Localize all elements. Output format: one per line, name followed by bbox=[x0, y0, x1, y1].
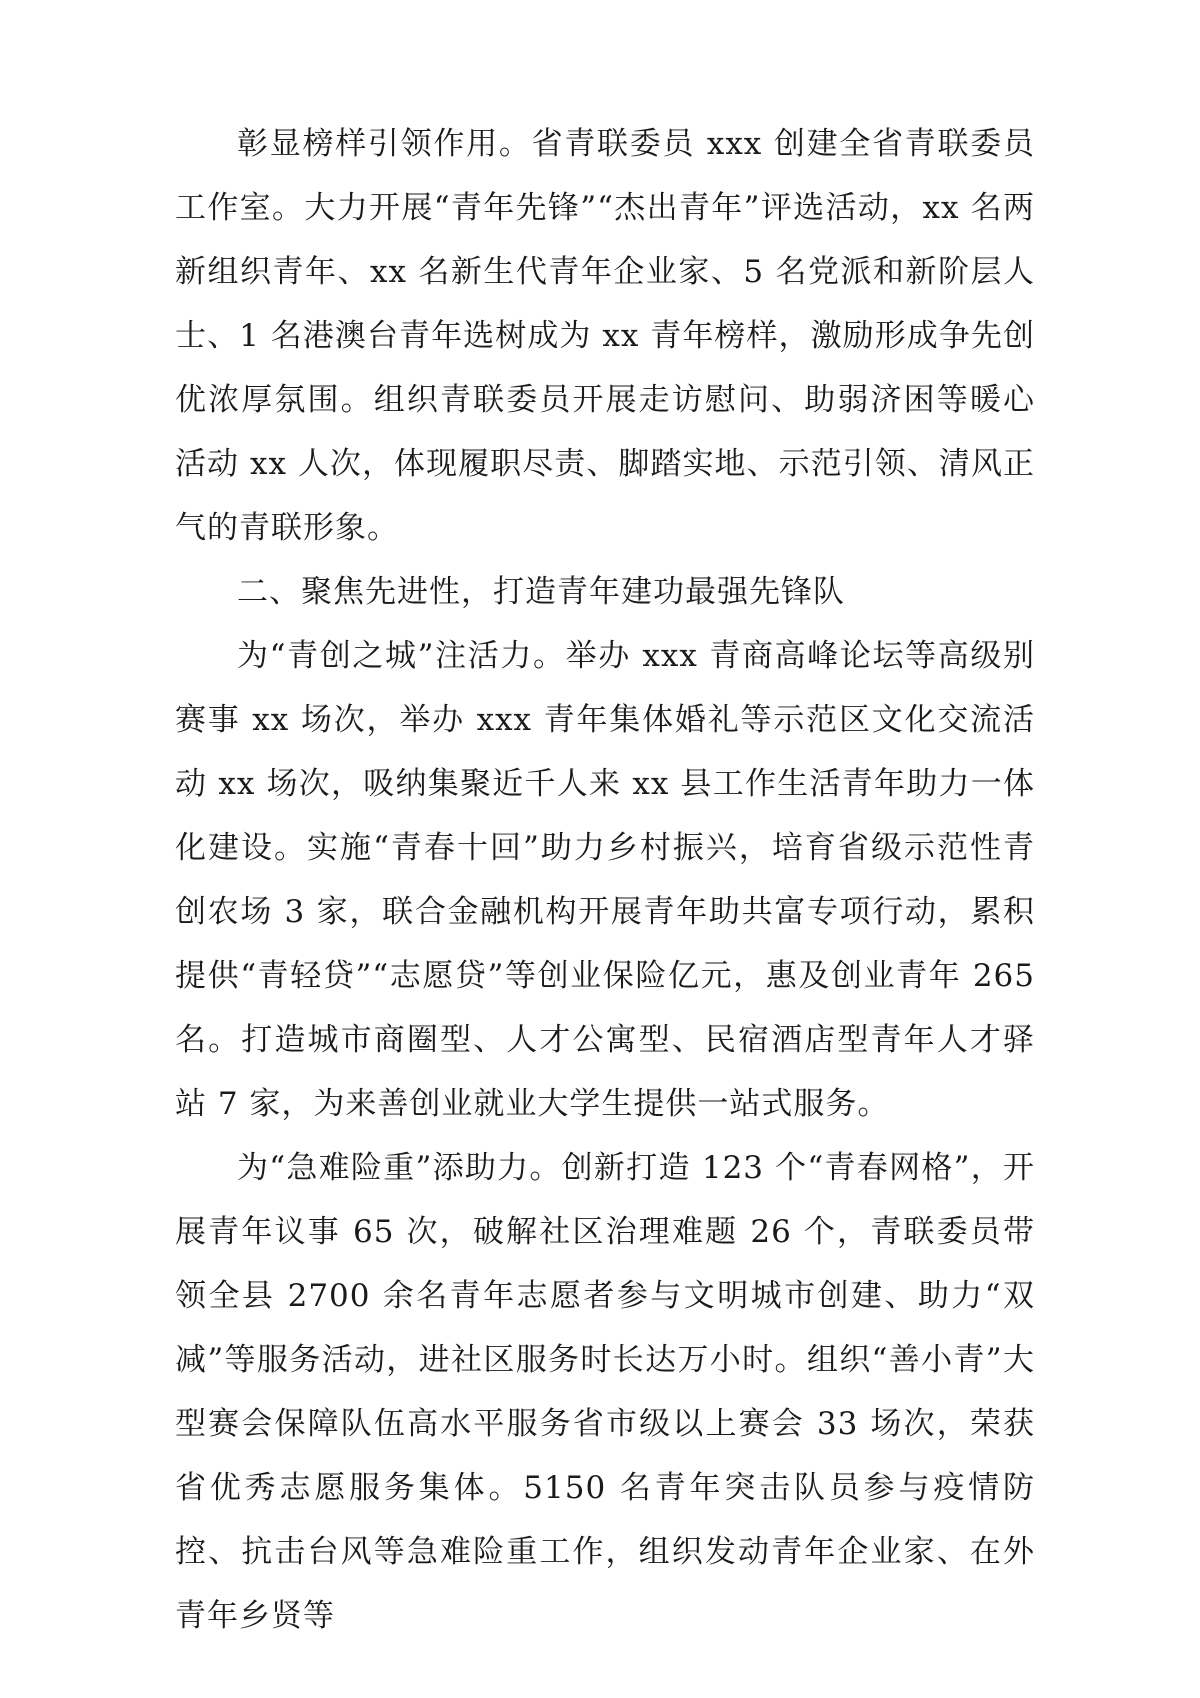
paragraph-youth-city: 为“青创之城”注活力。举办 xxx 青商高峰论坛等高级别赛事 xx 场次，举办 xxx 青年集体婚礼等示范区文化交流活动 xx 场次，吸纳集聚近千人来 xx 县工作生活青年助力一体化建设。实施“青春十回”助力乡村振兴，培育省级示范性青创农场 3 家，联合金融机构开展青年助共富专项行动，累积提供“青轻贷”“志愿贷”等创业保险亿元，惠及创业青年 265 名。打造城市商圈型、人才公寓型、民宿酒店型青年人才驿站 7 家，为来善创业就业大学生提供一站式服务。 bbox=[175, 638, 1035, 1122]
section-heading-2: 二、聚焦先进性，打造青年建功最强先锋队 bbox=[237, 574, 845, 610]
document-body bbox=[175, 112, 1035, 1648]
paragraph-urgent-tasks: 为“急难险重”添助力。创新打造 123 个“青春网格”，开展青年议事 65 次，破解社区治理难题 26 个，青联委员带领全县 2700 余名青年志愿者参与文明城市创建、助力“双减”等服务活动，进社区服务时长达万小时。组织“善小青”大型赛会保障队伍高水平服务省市级以上赛会 33 场次，荣获省优秀志愿服务集体。5150 名青年突击队员参与疫情防控、抗击台风等急难险重工作，组织发动青年企业家、在外青年乡贤等 bbox=[175, 1150, 1035, 1634]
paragraph-role-models: 彰显榜样引领作用。省青联委员 xxx 创建全省青联委员工作室。大力开展“青年先锋”“杰出青年”评选活动，xx 名两新组织青年、xx 名新生代青年企业家、5 名党派和新阶层人士、1 名港澳台青年选树成为 xx 青年榜样，激励形成争先创优浓厚氛围。组织青联委员开展走访慰问、助弱济困等暖心活动 xx 人次，体现履职尽责、脚踏实地、示范引领、清风正气的青联形象。 bbox=[175, 126, 1035, 546]
